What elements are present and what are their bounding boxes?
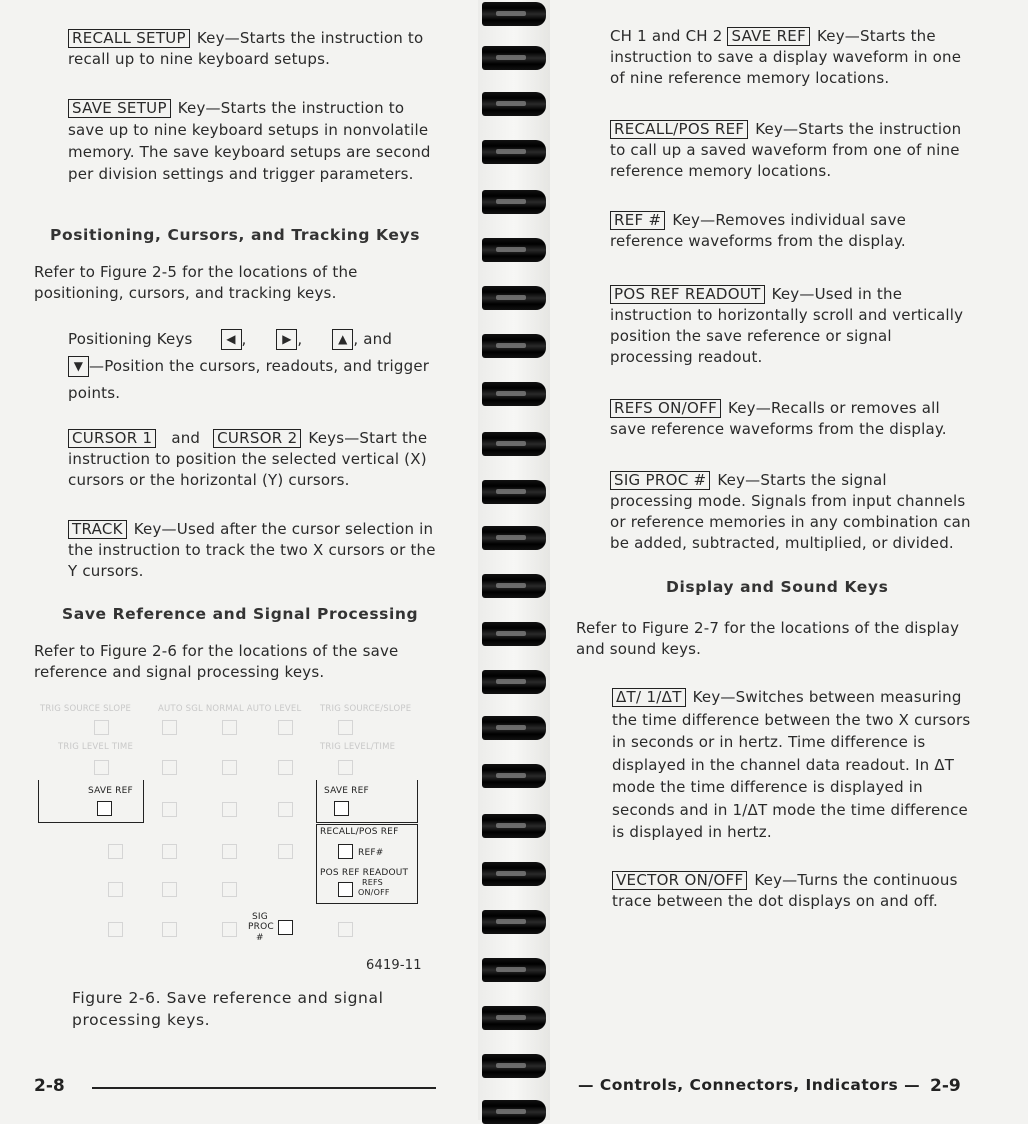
sig-proc-key: SIG PROC # (610, 471, 710, 490)
down-arrow-icon: ▼ (68, 356, 89, 377)
binding-ring (482, 190, 546, 214)
delta-t-key: ΔT/ 1/ΔT (612, 688, 686, 707)
figure-2-6-panel (38, 698, 418, 950)
refs-on-off-key (338, 882, 353, 897)
save-ref-right-label: SAVE REF (324, 786, 369, 796)
cursor-1-key: CURSOR 1 (68, 429, 156, 448)
faint-key (222, 844, 237, 859)
binding-ring (482, 862, 546, 886)
vector-on-off-key: VECTOR ON/OFF (612, 871, 747, 890)
figure-number: 6419-11 (366, 958, 422, 973)
save-ref-left-key (97, 801, 112, 816)
binding-ring (482, 334, 546, 358)
faint-key (278, 802, 293, 817)
sig-label: SIG (252, 912, 268, 922)
binding-ring (482, 238, 546, 262)
footer-section-title: — Controls, Connectors, Indicators — (578, 1076, 921, 1094)
faint-key (338, 720, 353, 735)
faint-key (162, 922, 177, 937)
save-reference-heading: Save Reference and Signal Processing (62, 605, 419, 623)
footer-rule-left (92, 1087, 436, 1089)
save-ref-left-label: SAVE REF (88, 786, 133, 796)
faint-key (338, 760, 353, 775)
faint-key (108, 882, 123, 897)
binding-ring (482, 764, 546, 788)
binding-ring (482, 46, 546, 70)
vector-text: Key—Turns the continuous trace between the dot displays on and off. (612, 871, 958, 910)
binding-ring (482, 716, 546, 740)
on-off-label: ON/OFF (358, 888, 390, 897)
pos-ref-readout-label: POS REF READOUT (320, 868, 409, 878)
up-arrow-icon: ▲ (332, 329, 353, 350)
pos-ref-readout-text: Key—Used in the instruction to horizontally scroll and vertically position the save reference or signal processing readout. (610, 285, 964, 366)
faint-key (222, 760, 237, 775)
positioning-text: —Position the cursors, readouts, and trigger points. (68, 357, 430, 402)
save-ref-entry (610, 26, 974, 89)
faint-key (162, 802, 177, 817)
ref-num-key (338, 844, 353, 859)
recall-pos-ref-key: RECALL/POS REF (610, 120, 748, 139)
faint-key (278, 760, 293, 775)
binding-ring (482, 1054, 546, 1078)
display-sound-heading: Display and Sound Keys (666, 578, 889, 596)
binding-ring (482, 2, 546, 26)
faint-label: TRIG SOURCE SLOPE (40, 704, 132, 714)
binding-ring (482, 910, 546, 934)
faint-key (162, 882, 177, 897)
delta-t-entry (612, 686, 978, 844)
binding-ring (482, 574, 546, 598)
cursor-2-key: CURSOR 2 (213, 429, 301, 448)
positioning-heading: Positioning, Cursors, and Tracking Keys (50, 226, 421, 244)
separator: , (297, 330, 303, 348)
binding-ring (482, 622, 546, 646)
recall-pos-ref-entry (610, 119, 974, 182)
save-ref-key: SAVE REF (727, 27, 810, 46)
save-ref-right-key (334, 801, 349, 816)
faint-key (278, 844, 293, 859)
pos-ref-readout-key: POS REF READOUT (610, 285, 765, 304)
separator: , (241, 330, 247, 348)
faint-label: TRIG LEVEL TIME (58, 742, 134, 752)
sig-proc-key (278, 920, 293, 935)
track-entry (68, 519, 436, 582)
binding-ring (482, 814, 546, 838)
faint-key (162, 720, 177, 735)
proc-label: PROC (248, 922, 274, 932)
ref-num-label: REF# (358, 848, 384, 858)
page-number-left: 2-8 (34, 1076, 65, 1096)
spiral-binding (478, 0, 550, 1120)
binding-ring (482, 1100, 546, 1124)
binding-ring (482, 480, 546, 504)
recall-setup-key: RECALL SETUP (68, 29, 190, 48)
faint-key (108, 922, 123, 937)
faint-label: AUTO SGL NORMAL AUTO LEVEL (158, 704, 302, 714)
refs-on-off-key: REFS ON/OFF (610, 399, 721, 418)
pos-ref-readout-entry (610, 284, 974, 368)
binding-ring (482, 92, 546, 116)
cursor-text: Keys—Start the instruction to position the selected vertical (X) cursors or the horizontal (Y) cursors. (68, 429, 428, 489)
left-page (0, 0, 470, 1120)
figure-caption: Figure 2-6. Save reference and signal processing keys. (72, 989, 384, 1029)
vector-entry (612, 870, 978, 912)
positioning-keys-entry (68, 326, 436, 407)
faint-key (338, 922, 353, 937)
save-setup-text: Key—Starts the instruction to save up to nine keyboard setups in nonvolatile memory. The save keyboard setups are second per division settings and trigger parameters. (68, 99, 431, 183)
sig-proc-text: Key—Starts the signal processing mode. Signals from input channels or reference memories in any combination can be added, subtracted, multiplied, or divided. (610, 471, 971, 552)
right-arrow-icon: ▶ (276, 329, 297, 350)
binding-ring (482, 526, 546, 550)
save-ref-lead: CH 1 and CH 2 (610, 27, 723, 45)
refs-on-off-text: Key—Recalls or removes all save reference waveforms from the display. (610, 399, 947, 438)
left-arrow-icon: ◀ (221, 329, 242, 350)
sig-proc-entry (610, 470, 974, 554)
recall-setup-text: Key—Starts the instruction to recall up to nine keyboard setups. (68, 29, 424, 68)
ref-num-text: Key—Removes individual save reference waveforms from the display. (610, 211, 907, 250)
faint-key (108, 844, 123, 859)
faint-key (222, 922, 237, 937)
save-setup-key: SAVE SETUP (68, 99, 171, 118)
refer-figure-2-5: Refer to Figure 2-5 for the locations of the positioning, cursors, and tracking keys. (34, 263, 358, 302)
hash-label: # (256, 933, 264, 943)
separator-and: , and (353, 330, 393, 348)
save-setup-entry (68, 97, 436, 185)
binding-ring (482, 286, 546, 310)
delta-t-text: Key—Switches between measuring the time difference between the two X cursors in seconds or in hertz. Time difference is displayed in the channel data readout. In ΔT mode the time difference is displayed in seconds and in 1/ΔT mode the time difference is displayed in hertz. (612, 688, 971, 841)
faint-key (162, 844, 177, 859)
binding-ring (482, 140, 546, 164)
binding-ring (482, 432, 546, 456)
right-page (552, 0, 1028, 1120)
faint-key (222, 720, 237, 735)
binding-ring (482, 958, 546, 982)
refs-label: REFS (362, 878, 383, 887)
page-number-right: 2-9 (930, 1076, 961, 1096)
faint-label: TRIG LEVEL/TIME (320, 742, 396, 752)
faint-key (222, 802, 237, 817)
recall-setup-entry (68, 28, 436, 70)
faint-key (94, 720, 109, 735)
recall-pos-ref-text: Key—Starts the instruction to call up a saved waveform from one of nine reference memory locations. (610, 120, 962, 180)
faint-key (278, 720, 293, 735)
faint-key (94, 760, 109, 775)
cursor-and: and (171, 429, 201, 447)
faint-key (222, 882, 237, 897)
binding-ring (482, 670, 546, 694)
ref-num-entry (610, 210, 974, 252)
refer-figure-2-6: Refer to Figure 2-6 for the locations of the save reference and signal processing keys. (34, 642, 399, 681)
ref-num-key: REF # (610, 211, 665, 230)
cursor-keys-entry (68, 428, 436, 491)
faint-key (162, 760, 177, 775)
binding-ring (482, 382, 546, 406)
recall-pos-ref-label: RECALL/POS REF (320, 827, 399, 837)
faint-label: TRIG SOURCE/SLOPE (320, 704, 412, 714)
track-text: Key—Used after the cursor selection in the instruction to track the two X cursors or the Y cursors. (68, 520, 436, 580)
positioning-lead: Positioning Keys (68, 330, 193, 348)
refs-on-off-entry (610, 398, 974, 440)
save-ref-text: Key—Starts the instruction to save a display waveform in one of nine reference memory locations. (610, 27, 962, 87)
track-key: TRACK (68, 520, 127, 539)
refer-figure-2-7: Refer to Figure 2-7 for the locations of the display and sound keys. (576, 619, 960, 658)
binding-ring (482, 1006, 546, 1030)
